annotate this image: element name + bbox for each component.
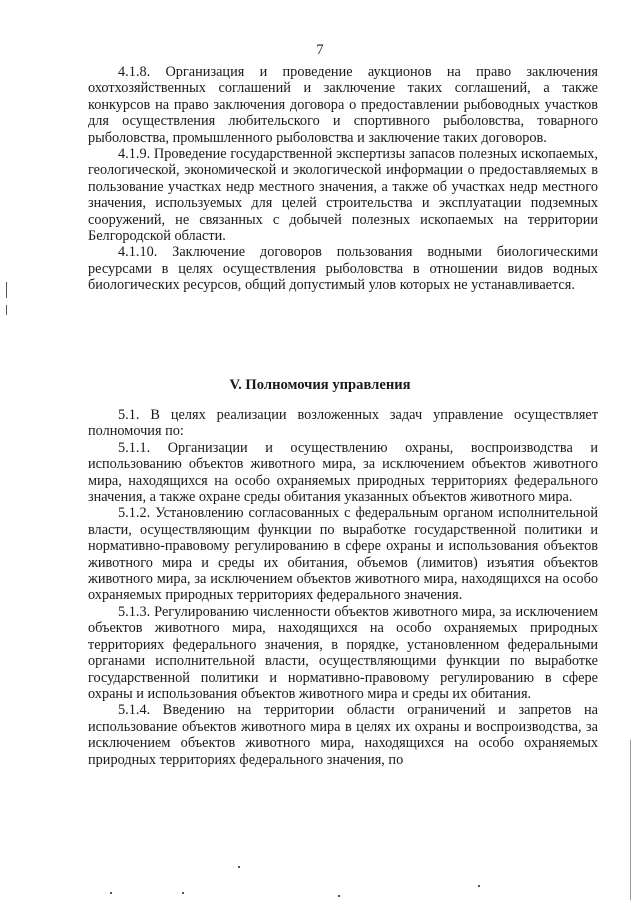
section-4-1-continued: [88, 64, 598, 294]
paragraph-4-1-8: 4.1.8. Организация и проведение аукционов на право заключения охотхозяйственных соглашений и заключение таких соглашений, а также конкурсов на право заключения договора о предоставлении рыбоводных участков для осуществления любительского и спортивного рыболовства, товарного рыболовства, промышленного рыболовства и заключение таких договоров.: [88, 64, 598, 146]
scan-dot: [478, 885, 480, 887]
paragraph-5-1-1: 5.1.1. Организации и осуществлению охраны, воспроизводства и использованию объектов животного мира, за исключением объектов животного мира, находящихся на особо охраняемых природных территориях федерального значения, а также охране среды обитания указанных объектов животного мира.: [88, 439, 598, 506]
paragraph-4-1-9: 4.1.9. Проведение государственной экспертизы запасов полезных ископаемых, геологической, экономической и экологической информации о предоставляемых в пользование участках недр местного значения, а также об участках недр местного значения, используемых для целей строительства и эксплуатации подземных сооружений, не связанных с добычей полезных ископаемых на территории Белгородской области.: [88, 146, 598, 245]
scan-dot: [338, 895, 340, 897]
scan-dot: [110, 892, 112, 894]
scan-dot: [182, 892, 184, 894]
paragraph-5-1: 5.1. В целях реализации возложенных задач управление осуществляет полномочия по:: [88, 407, 598, 440]
scan-mark: [6, 305, 7, 315]
paragraph-5-1-2: 5.1.2. Установлению согласованных с федеральным органом исполнительной власти, осуществляющим функции по выработке государственной политики и нормативно-правовому регулированию в сфере охраны и использования объектов животного мира и среды их обитания, объемов (лимитов) изъятия объектов животного мира, за исключением объектов животного мира, находящихся на особо охраняемых природных территориях федерального значения.: [88, 505, 598, 604]
paragraph-5-1-4: 5.1.4. Введению на территории области ограничений и запретов на использование объектов животного мира в целях их охраны и воспроизводства, за исключением объектов животного мира, находящихся на особо охраняемых природных территориях федерального значения, по: [88, 702, 598, 768]
section-5-body: [88, 407, 598, 768]
section-heading: V. Полномочия управления: [229, 377, 411, 393]
paragraph-4-1-10: 4.1.10. Заключение договоров пользования водными биологическими ресурсами в целях осуществления рыболовства в отношении видов водных биологических ресурсов, общий допустимый улов которых не устанавливается.: [88, 244, 598, 294]
page-number: 7: [316, 42, 324, 58]
paragraph-5-1-3: 5.1.3. Регулированию численности объектов животного мира, за исключением объектов животного мира, находящихся на особо охраняемых природных территориях федерального значения, в порядке, установленном федеральными органами исполнительной власти, осуществляющими функции по выработке государственной политики и нормативно-правовому регулированию в сфере охраны и использования объектов животного мира и среды их обитания.: [88, 603, 598, 702]
scan-edge-mark: [630, 740, 631, 900]
scan-dot: [238, 866, 240, 868]
scan-mark: [6, 282, 7, 298]
